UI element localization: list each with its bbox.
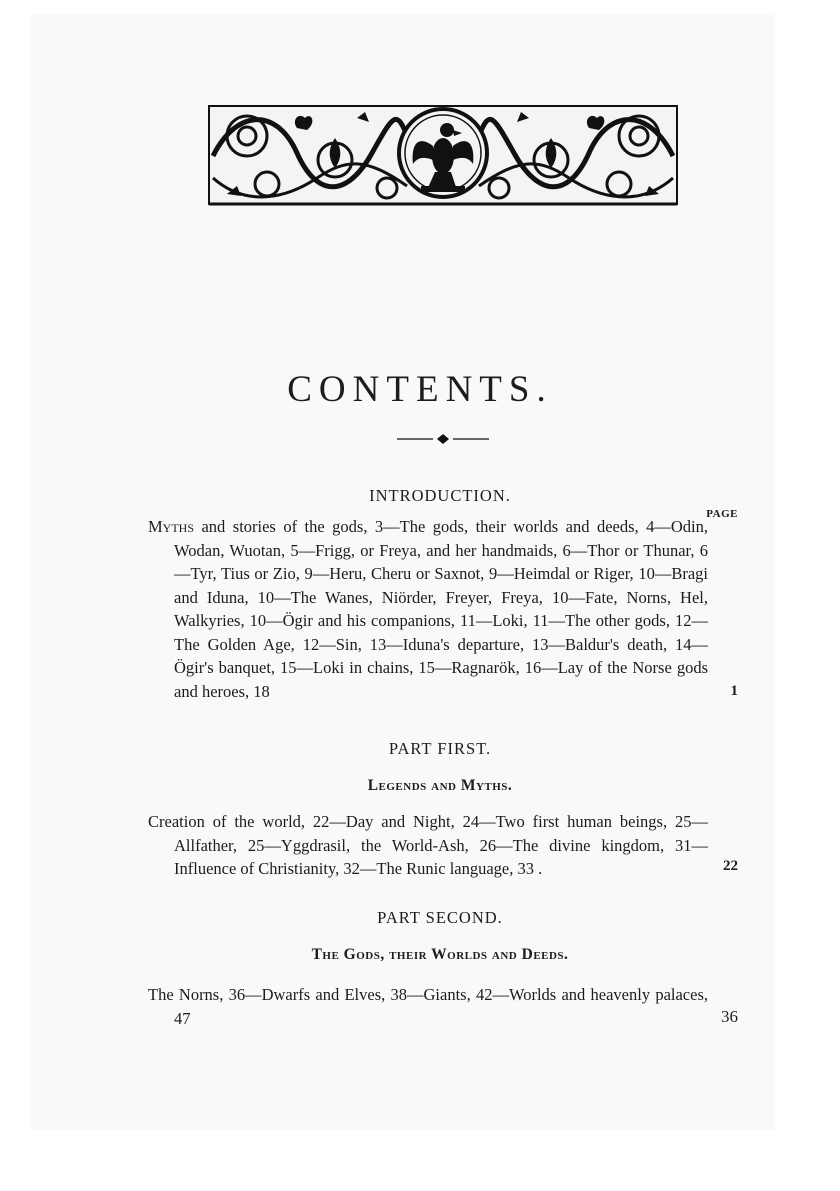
contents-entry-part-first: Creation of the world, 22—Day and Night, 24—Two first human beings, 25—Allfather, 25—Yggdrasil, the World-Ash, 26—The divine kingdom, 31—Influence of Christianity, 32—The Runic language, 33 . bbox=[148, 812, 708, 878]
page-number-part-second: 36 bbox=[721, 1007, 738, 1026]
diamond-rule-divider-icon bbox=[397, 433, 489, 445]
section-subheading-legends-and-myths: Legends and Myths. bbox=[367, 777, 513, 794]
eagle-ornament-headpiece-icon bbox=[207, 98, 679, 210]
contents-entry-introduction bbox=[148, 515, 708, 703]
section-heading-part-first: PART FIRST. bbox=[388, 739, 492, 758]
entry-lead-word: Myths bbox=[148, 517, 195, 536]
page-number-part-first: 22 bbox=[723, 858, 738, 874]
contents-entry-part-second: The Norns, 36—Dwarfs and Elves, 38—Giants, 42—Worlds and heavenly palaces, 47 bbox=[148, 985, 708, 1028]
section-heading-introduction: INTRODUCTION. bbox=[369, 486, 511, 505]
entry-text: and stories of the gods, 3—The gods, their worlds and deeds, 4—Odin, Wodan, Wuotan, 5—Frigg, or Freya, and her handmaids, 6—Thor or Thunar, 6—Tyr, Tius or Zio, 9—Heru, Cheru or Saxnot, 9—Heimdal or Riger, 10—Bragi and Iduna, 10—The Wanes, Niörder, Freyer, Freya, 10—Fate, Norns, Hel, Walkyries, 10—Ögir and his companions, 11—Loki, 11—The other gods, 12—The Golden Age, 12—Sin, 13—Iduna's departure, 13—Baldur's death, 14—Ögir's banquet, 15—Loki in chains, 15—Ragnarök, 16—Lay of the Norse gods and heroes, 18 bbox=[174, 517, 708, 701]
page-column-label: PAGE bbox=[706, 508, 738, 520]
page-number-introduction: 1 bbox=[730, 683, 738, 699]
section-heading-part-second: PART SECOND. bbox=[377, 908, 503, 927]
section-subheading-gods-worlds-deeds: The Gods, their Worlds and Deeds. bbox=[311, 946, 569, 963]
page-title: CONTENTS. bbox=[287, 369, 553, 410]
